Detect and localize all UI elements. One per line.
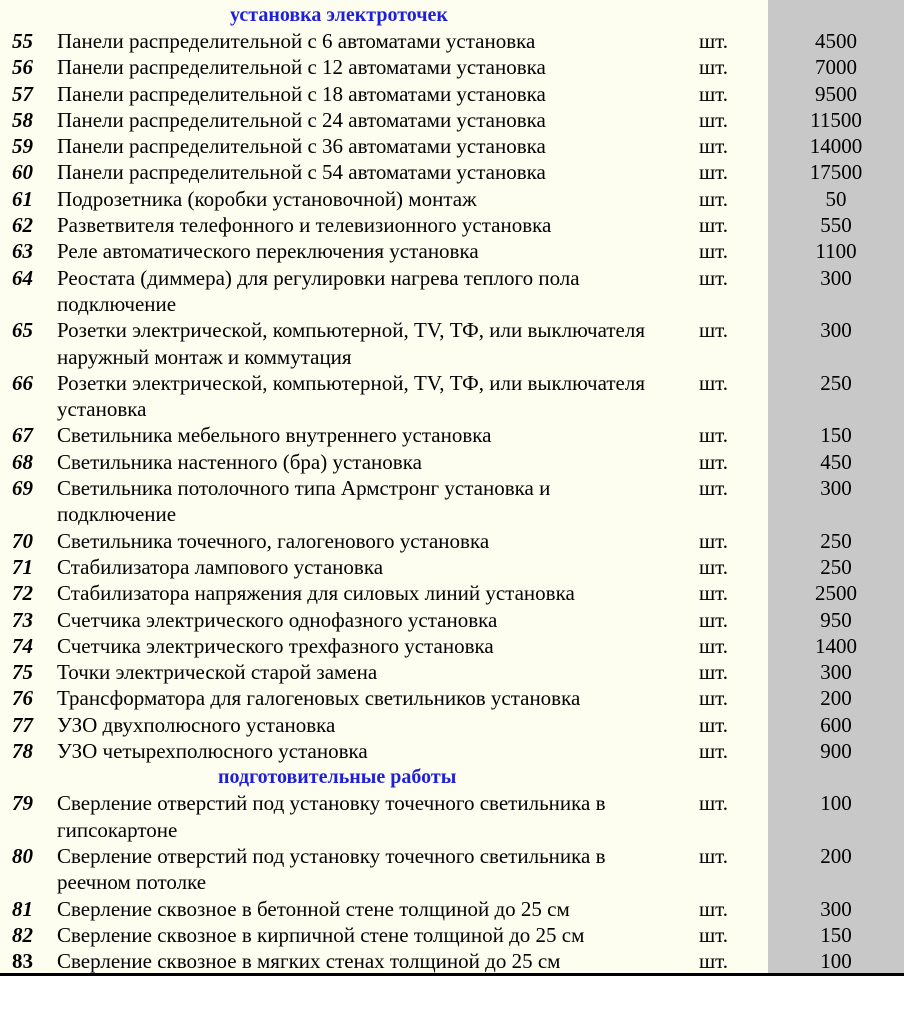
- table-row: [0, 370, 904, 423]
- row-number: 79: [12, 791, 33, 816]
- table-row: [0, 449, 904, 475]
- table-row: [0, 238, 904, 264]
- row-number: 57: [12, 81, 33, 106]
- item-unit: шт.: [699, 449, 729, 474]
- row-number: 78: [12, 739, 33, 764]
- item-unit: шт.: [699, 739, 729, 764]
- table-row: [0, 896, 904, 922]
- table-row: [0, 159, 904, 185]
- item-unit: шт.: [699, 423, 729, 448]
- item-unit: шт.: [699, 528, 729, 553]
- item-name: Стабилизатора напряжения для силовых линий установка: [57, 581, 575, 606]
- row-number: 83: [12, 949, 33, 974]
- table-row: [0, 28, 904, 54]
- row-number: 59: [12, 134, 33, 159]
- section-title: установка электроточек: [230, 4, 448, 26]
- item-unit: шт.: [699, 791, 729, 816]
- table-row: [0, 659, 904, 685]
- item-price: 300: [820, 318, 852, 343]
- item-price: 17500: [809, 160, 863, 185]
- table-row: [0, 685, 904, 711]
- table-row: [0, 712, 904, 738]
- row-number: 65: [12, 318, 33, 343]
- item-unit: шт.: [699, 370, 729, 395]
- item-name: УЗО двухполюсного установка: [57, 712, 336, 737]
- item-price: 7000: [815, 55, 857, 80]
- bottom-border: [0, 973, 904, 976]
- item-price: 450: [820, 449, 852, 474]
- item-price: 2500: [815, 581, 857, 606]
- item-unit: шт.: [699, 55, 729, 80]
- item-name: Сверление сквозное в кирпичной стене толщиной до 25 см: [57, 922, 585, 947]
- item-name: Розетки электрической, компьютерной, TV, ТФ, или выключателя наружный монтаж и коммутация: [57, 318, 646, 369]
- item-name: Светильника настенного (бра) установка: [57, 449, 422, 474]
- row-number: 75: [12, 660, 33, 685]
- item-name: Трансформатора для галогеновых светильников установка: [57, 686, 581, 711]
- item-unit: шт.: [699, 896, 729, 921]
- item-price: 1400: [815, 633, 857, 658]
- table-row: [0, 843, 904, 896]
- item-price: 250: [820, 370, 852, 395]
- item-price: 150: [820, 922, 852, 947]
- row-number: 70: [12, 528, 33, 553]
- item-unit: шт.: [699, 476, 729, 501]
- row-number: 61: [12, 186, 33, 211]
- table-row: [0, 107, 904, 133]
- item-name: Панели распределительной с 6 автоматами установка: [57, 29, 536, 53]
- item-price: 200: [820, 843, 852, 868]
- item-name: Светильника точечного, галогенового установка: [57, 528, 490, 553]
- table-row: [0, 186, 904, 212]
- item-price: 100: [820, 791, 852, 816]
- table-row: [0, 922, 904, 948]
- item-name: Точки электрической старой замена: [57, 660, 378, 685]
- item-price: 950: [820, 607, 852, 632]
- item-name: Сверление отверстий под установку точечного светильника в реечном потолке: [57, 843, 606, 895]
- table-row: [0, 133, 904, 159]
- item-price: 1100: [815, 239, 857, 264]
- item-unit: шт.: [699, 318, 729, 343]
- item-unit: шт.: [699, 949, 729, 974]
- item-name: Панели распределительной с 36 автоматами установка: [57, 134, 546, 159]
- item-unit: шт.: [699, 686, 729, 711]
- item-name: Сверление сквозное в мягких стенах толщиной до 25 см: [57, 949, 561, 974]
- item-unit: шт.: [699, 213, 729, 238]
- table-row: [0, 554, 904, 580]
- item-name: Панели распределительной с 18 автоматами установка: [57, 81, 546, 106]
- item-price: 300: [820, 660, 852, 685]
- table-row: [0, 475, 904, 528]
- item-price: 550: [820, 213, 852, 238]
- item-unit: шт.: [699, 160, 729, 185]
- item-unit: шт.: [699, 107, 729, 132]
- item-name: Счетчика электрического трехфазного установка: [57, 633, 494, 658]
- item-unit: шт.: [699, 843, 729, 868]
- row-number: 62: [12, 213, 33, 238]
- item-name: Реостата (диммера) для регулировки нагрева теплого пола подключение: [57, 265, 580, 316]
- item-unit: шт.: [699, 239, 729, 264]
- item-name: Подрозетника (коробки установочной) монтаж: [57, 186, 477, 211]
- row-number: 71: [12, 554, 33, 579]
- row-number: 66: [12, 370, 33, 395]
- item-price: 200: [820, 686, 852, 711]
- item-name: Панели распределительной с 12 автоматами установка: [57, 55, 546, 80]
- row-number: 67: [12, 423, 33, 448]
- row-number: 80: [12, 843, 33, 868]
- table-row: [0, 265, 904, 318]
- item-name: Стабилизатора лампового установка: [57, 554, 384, 579]
- row-number: 60: [12, 160, 33, 185]
- table-row: [0, 790, 904, 843]
- item-price: 300: [820, 896, 852, 921]
- item-unit: шт.: [699, 633, 729, 658]
- row-number: 76: [12, 686, 33, 711]
- item-unit: шт.: [699, 660, 729, 685]
- item-price: 900: [820, 739, 852, 764]
- item-price: 250: [820, 554, 852, 579]
- section-heading: [0, 764, 904, 790]
- table-row: [0, 317, 904, 370]
- item-price: 4500: [815, 29, 857, 53]
- table-row: [0, 54, 904, 80]
- row-number: 58: [12, 107, 33, 132]
- row-number: 56: [12, 55, 33, 80]
- item-price: 250: [820, 528, 852, 553]
- row-number: 63: [12, 239, 33, 264]
- table-row: [0, 738, 904, 764]
- row-number: 73: [12, 607, 33, 632]
- item-unit: шт.: [699, 581, 729, 606]
- table-row: [0, 633, 904, 659]
- item-name: Светильника мебельного внутреннего установка: [57, 423, 492, 448]
- item-unit: шт.: [699, 607, 729, 632]
- item-name: Сверление отверстий под установку точечного светильника в гипсокартоне: [57, 791, 606, 842]
- row-number: 81: [12, 896, 33, 921]
- item-price: 300: [820, 265, 852, 290]
- table-row: [0, 212, 904, 238]
- item-name: УЗО четырехполюсного установка: [57, 739, 368, 764]
- item-name: Панели распределительной с 24 автоматами установка: [57, 107, 546, 132]
- item-price: 300: [820, 476, 852, 501]
- item-unit: шт.: [699, 265, 729, 290]
- item-name: Реле автоматического переключения установка: [57, 239, 479, 264]
- item-name: Счетчика электрического однофазного установка: [57, 607, 498, 632]
- item-price: 50: [825, 186, 847, 211]
- item-price: 14000: [809, 134, 863, 159]
- item-unit: шт.: [699, 29, 729, 53]
- table-row: [0, 607, 904, 633]
- item-unit: шт.: [699, 712, 729, 737]
- table-row: [0, 81, 904, 107]
- item-unit: шт.: [699, 554, 729, 579]
- item-price: 600: [820, 712, 852, 737]
- item-price: 9500: [815, 81, 857, 106]
- item-price: 11500: [810, 107, 862, 132]
- row-number: 55: [12, 29, 33, 53]
- item-name: Розетки электрической, компьютерной, TV, ТФ, или выключателя установка: [57, 370, 646, 422]
- row-number: 82: [12, 922, 33, 947]
- item-unit: шт.: [699, 81, 729, 106]
- item-name: Светильника потолочного типа Армстронг установка и подключение: [57, 476, 551, 527]
- item-unit: шт.: [699, 134, 729, 159]
- row-number: 64: [12, 265, 33, 290]
- item-name: Сверление сквозное в бетонной стене толщиной до 25 см: [57, 896, 570, 921]
- table-row: [0, 580, 904, 606]
- section-heading: [0, 2, 904, 28]
- price-list-table: [0, 2, 904, 974]
- item-price: 150: [820, 423, 852, 448]
- table-row: [0, 422, 904, 448]
- section-title: подготовительные работы: [218, 766, 457, 789]
- item-name: Разветвителя телефонного и телевизионного установка: [57, 213, 552, 238]
- item-name: Панели распределительной с 54 автоматами установка: [57, 160, 546, 185]
- row-number: 68: [12, 449, 33, 474]
- row-number: 77: [12, 712, 33, 737]
- row-number: 72: [12, 581, 33, 606]
- row-number: 74: [12, 633, 33, 658]
- table-row: [0, 948, 904, 974]
- item-unit: шт.: [699, 186, 729, 211]
- item-price: 100: [820, 949, 852, 974]
- row-number: 69: [12, 476, 33, 501]
- item-unit: шт.: [699, 922, 729, 947]
- table-row: [0, 528, 904, 554]
